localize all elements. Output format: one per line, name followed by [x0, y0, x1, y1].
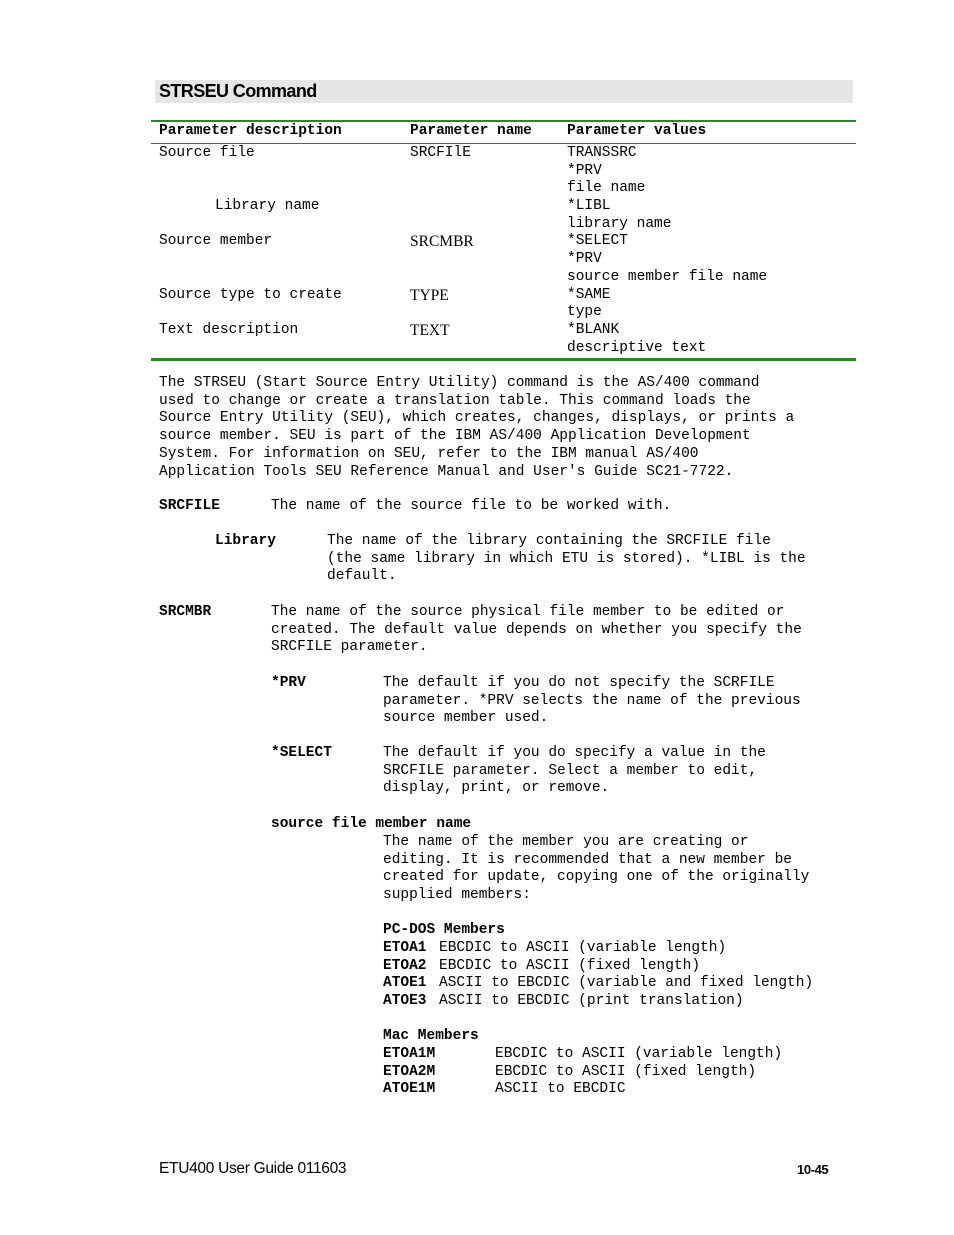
- parameter-table-header: [151, 122, 856, 144]
- member-code: ETOA1: [383, 940, 427, 956]
- text-line: (the same library in which ETU is stored). *LIBL is the: [327, 550, 806, 567]
- text-line: The default if you do specify a value in the: [383, 745, 766, 761]
- parameter-table-body: [151, 144, 856, 358]
- cell-value: TRANSSRC: [567, 145, 637, 161]
- header-parameter-description: Parameter description: [159, 123, 342, 139]
- table-row: [151, 216, 856, 234]
- cell-description: Text description: [159, 321, 299, 338]
- text-line: editing. It is recommended that a new member be: [383, 851, 792, 868]
- member-name-description: [383, 834, 809, 905]
- prv-description: [383, 675, 801, 728]
- prv-term: *PRV: [271, 675, 306, 691]
- pcdos-heading: PC-DOS Members: [383, 922, 505, 938]
- srcmbr-term: SRCMBR: [159, 604, 212, 620]
- text-line: parameter. *PRV selects the name of the previous: [383, 692, 801, 709]
- member-description: EBCDIC to ASCII (variable length): [439, 940, 727, 956]
- member-code: ETOA1M: [383, 1046, 436, 1062]
- text-line: default.: [327, 568, 397, 585]
- text-line: SRCFILE parameter.: [271, 639, 428, 656]
- library-description: [327, 533, 806, 586]
- text-line: The name of the source physical file member to be edited or: [271, 604, 785, 620]
- text-line: The name of the member you are creating or: [383, 834, 749, 850]
- member-code: ETOA2: [383, 957, 427, 974]
- text-line: System. For information on SEU, refer to the IBM manual AS/400: [159, 445, 699, 462]
- cell-value: *SAME: [567, 286, 611, 303]
- header-parameter-values: Parameter values: [567, 123, 707, 139]
- table-row: [151, 163, 856, 181]
- srcfile-description: The name of the source file to be worked with.: [271, 498, 672, 514]
- table-row: [151, 145, 856, 163]
- member-code: ETOA2M: [383, 1063, 436, 1080]
- text-line: created for update, copying one of the originally: [383, 869, 810, 886]
- member-description: ASCII to EBCDIC (variable and fixed length): [439, 975, 814, 992]
- text-line: SRCFILE parameter. Select a member to edit,: [383, 762, 758, 779]
- cell-value: type: [567, 304, 602, 321]
- cell-value: *PRV: [567, 162, 602, 179]
- text-line: The STRSEU (Start Source Entry Utility) command is the AS/400 command: [159, 375, 760, 391]
- library-term: Library: [215, 533, 276, 549]
- cell-description: Library name: [215, 198, 320, 215]
- text-line: supplied members:: [383, 887, 531, 904]
- cell-description: Source member: [159, 233, 273, 250]
- member-name-term: source file member name: [271, 816, 472, 832]
- cell-value: descriptive text: [567, 339, 707, 356]
- cell-value: library name: [567, 215, 672, 232]
- parameter-table: [151, 120, 856, 361]
- member-code: ATOE1: [383, 975, 427, 992]
- member-description: ASCII to EBCDIC (print translation): [439, 993, 744, 1010]
- table-row: [151, 304, 856, 322]
- cell-value: source member file name: [567, 268, 768, 285]
- cell-value: *PRV: [567, 251, 602, 268]
- table-row: [151, 180, 856, 198]
- table-row: [151, 322, 856, 340]
- member-description: EBCDIC to ASCII (variable length): [495, 1046, 783, 1062]
- section-title: STRSEU Command: [159, 81, 317, 101]
- header-parameter-name: Parameter name: [410, 123, 532, 139]
- text-line: The name of the library containing the SRCFILE file: [327, 533, 771, 549]
- table-row: [151, 198, 856, 216]
- table-row: [151, 233, 856, 251]
- text-line: source member. SEU is part of the IBM AS/400 Application Development: [159, 428, 751, 445]
- section-heading-bar: [155, 80, 853, 103]
- cell-name: TYPE: [410, 286, 449, 304]
- text-line: display, print, or remove.: [383, 780, 610, 797]
- cell-value: *LIBL: [567, 198, 611, 215]
- table-row: [151, 287, 856, 305]
- member-description: ASCII to EBCDIC: [495, 1081, 626, 1098]
- footer-page-number: 10-45: [797, 1162, 829, 1177]
- member-code: ATOE1M: [383, 1081, 436, 1098]
- table-row: [151, 269, 856, 287]
- member-description: EBCDIC to ASCII (fixed length): [439, 957, 701, 974]
- text-line: used to change or create a translation table. This command loads the: [159, 392, 751, 409]
- cell-name: SRCMBR: [410, 233, 474, 251]
- table-row: [151, 251, 856, 269]
- member-description: EBCDIC to ASCII (fixed length): [495, 1063, 757, 1080]
- select-term: *SELECT: [271, 745, 332, 761]
- text-line: The default if you do not specify the SCRFILE: [383, 675, 775, 691]
- cell-description: Source type to create: [159, 286, 342, 303]
- member-code: ATOE3: [383, 993, 427, 1010]
- cell-name: TEXT: [410, 321, 450, 339]
- text-line: source member used.: [383, 710, 549, 727]
- intro-paragraph: [159, 375, 794, 481]
- mac-heading: Mac Members: [383, 1028, 479, 1044]
- cell-value: *SELECT: [567, 233, 628, 250]
- text-line: Source Entry Utility (SEU), which creates, changes, displays, or prints a: [159, 410, 795, 427]
- table-row: [151, 340, 856, 358]
- select-description: [383, 745, 766, 798]
- cell-description: Source file: [159, 145, 255, 161]
- srcmbr-description: [271, 604, 802, 657]
- cell-value: file name: [567, 180, 646, 197]
- text-line: created. The default value depends on whether you specify the: [271, 621, 802, 638]
- cell-value: *BLANK: [567, 321, 620, 338]
- srcfile-term: SRCFILE: [159, 498, 220, 514]
- cell-name: SRCFIlE: [410, 145, 471, 161]
- footer-guide-title: ETU400 User Guide 011603: [159, 1160, 347, 1177]
- text-line: Application Tools SEU Reference Manual and User's Guide SC21-7722.: [159, 463, 734, 480]
